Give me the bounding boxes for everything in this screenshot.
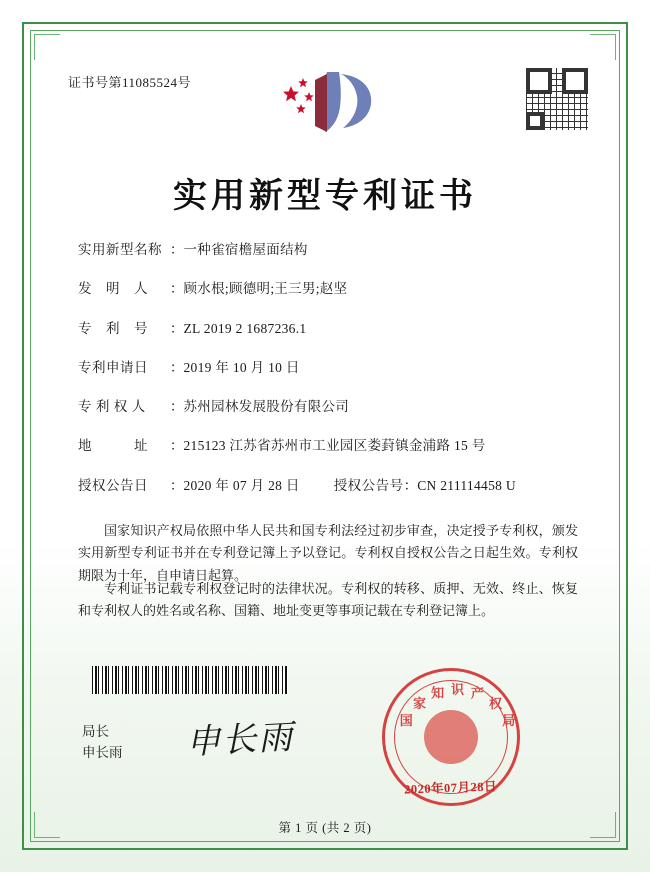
certificate-number: 证书号第11085524号 xyxy=(68,75,192,90)
barcode xyxy=(92,666,288,694)
corner-ornament-top-right xyxy=(590,34,616,60)
fields-list xyxy=(78,240,578,515)
sub-field-colon: ： xyxy=(403,477,418,493)
field-row-address xyxy=(78,436,578,456)
field-label: 授权公告日 xyxy=(78,477,148,493)
field-label: 地 址 xyxy=(78,438,148,454)
field-value: 2020 年 07 月 28 日 xyxy=(183,477,300,493)
field-value: 顾水根;顾德明;王三男;赵坚 xyxy=(183,281,348,297)
page-title: 实用新型专利证书 xyxy=(173,178,477,215)
field-value: 一种雀宿檐屋面结构 xyxy=(183,242,308,257)
patent-office-emblem-icon xyxy=(269,66,381,136)
field-colon: ： xyxy=(170,281,184,297)
sub-field-label: 授权公告号 xyxy=(333,477,404,493)
field-row-patentee xyxy=(78,397,578,417)
seal-text: 国 家 知 识 产 权 局 xyxy=(399,682,516,728)
field-value: 苏州园林发展股份有限公司 xyxy=(183,399,350,414)
field-colon: ： xyxy=(170,477,184,493)
field-value: ZL 2019 2 1687236.1 xyxy=(183,320,307,336)
handwritten-signature: 申长雨 xyxy=(185,719,296,762)
field-label: 专利申请日 xyxy=(78,359,148,375)
field-row-utility-model-name xyxy=(78,240,578,260)
field-label: 专 利 号 xyxy=(78,320,148,336)
field-row-application-date xyxy=(78,358,578,378)
field-value: 215123 江苏省苏州市工业园区娄葑镇金浦路 15 号 xyxy=(183,438,486,454)
field-colon: ： xyxy=(170,438,184,454)
field-row-patent-number xyxy=(78,319,578,339)
seal-date: 2020年07月28日 xyxy=(403,779,498,797)
field-colon: ： xyxy=(170,359,184,375)
field-row-grant-announcement xyxy=(78,476,578,496)
qr-code-icon xyxy=(526,68,588,130)
field-colon: ： xyxy=(170,320,184,336)
sub-field-value: CN 211114458 U xyxy=(417,477,516,493)
field-colon: ： xyxy=(170,242,184,257)
director-label: 局长 xyxy=(82,724,109,739)
page-number: 第 1 页 (共 2 页) xyxy=(278,821,372,835)
field-label: 实用新型名称 xyxy=(78,242,162,257)
field-colon: ： xyxy=(170,399,184,414)
corner-ornament-top-left xyxy=(34,34,60,60)
field-label: 发 明 人 xyxy=(78,281,148,297)
field-row-inventors xyxy=(78,279,578,299)
field-value: 2019 年 10 月 10 日 xyxy=(183,359,300,375)
legal-paragraph-2: 专利证书记载专利权登记时的法律状况。专利权的转移、质押、无效、终止、恢复和专利权人的姓名或名称、国籍、地址变更等事项记载在专利登记簿上。 xyxy=(78,581,578,619)
legal-paragraph-1: 国家知识产权局依照中华人民共和国专利法经过初步审查，决定授予专利权，颁发实用新型专利证书并在专利登记簿上予以登记。专利权自授权公告之日起生效。专利权期限为十年，自申请日起算。 xyxy=(78,523,578,583)
director-signature-block xyxy=(82,722,123,764)
field-label: 专 利 权 人 xyxy=(78,399,146,414)
director-name: 申长雨 xyxy=(82,744,123,760)
